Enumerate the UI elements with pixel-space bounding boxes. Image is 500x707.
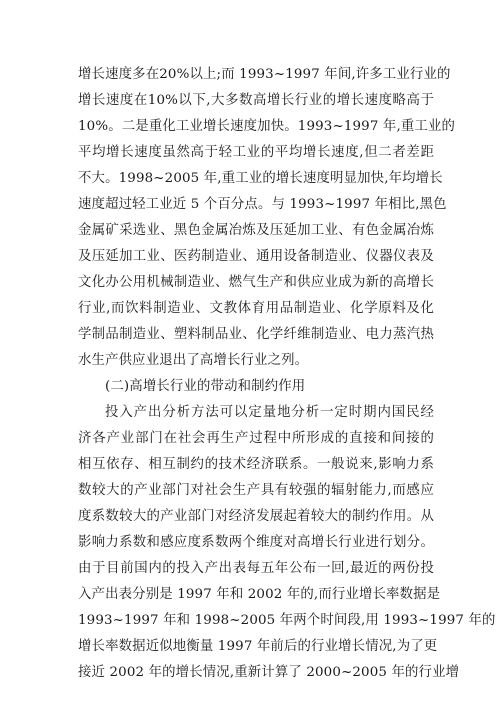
text-line: 文化办公用机械制造业、燃气生产和供应业成为新的高增长 [78,275,434,290]
text-line: 速度超过轻工业近 5 个百分点。与 1993~1997 年相比,黑色 [78,197,447,212]
text-line: 及压延加工业、医药制造业、通用设备制造业、仪器仪表及 [78,249,434,264]
text-line: 不大。1998~2005 年,重工业的增长速度明显加快,年均增长 [78,171,443,186]
text-line: 增长率数据近似地衡量 1997 年前后的行业增长情况,为了更 [78,639,438,654]
text-line: 投入产出分析方法可以定量地分析一定时期内国民经 [105,405,434,420]
text-line: 1993~1997 年和 1998~2005 年两个时间段,用 1993~1997 年的 [78,613,496,628]
text-line: 入产出表分别是 1997 年和 2002 年的,而行业增长率数据是 [78,587,441,602]
text-line: 济各产业部门在社会再生产过程中所形成的直接和间接的 [78,431,434,446]
text-line: 由于目前国内的投入产出表每五年公布一回,最近的两份投 [78,561,434,576]
text-line: 平均增长速度虽然高于轻工业的平均增长速度,但二者差距 [78,145,434,160]
text-line: 行业,而饮料制造业、文教体育用品制造业、化学原料及化 [78,301,434,316]
text-line: 影响力系数和感应度系数两个维度对高增长行业进行划分。 [78,535,434,550]
text-line: 水生产供应业退出了高增长行业之列。 [78,353,309,368]
text-line: 增长速度在10%以下,大多数高增长行业的增长速度略高于 [78,93,434,108]
text-line: 增长速度多在20%以上;而 1993~1997 年间,许多工业行业的 [78,67,451,82]
section-heading: (二)高增长行业的带动和制约作用 [105,379,306,394]
text-line: 10%。二是重化工业增长速度加快。1993~1997 年,重工业的 [78,119,456,134]
text-line: 度系数较大的产业部门对经济发展起着较大的制约作用。从 [78,509,434,524]
text-line: 接近 2002 年的增长情况,重新计算了 2000~2005 年的行业增 [78,665,460,680]
text-line: 学制品制造业、塑料制品业、化学纤维制造业、电力蒸汽热 [78,327,434,342]
text-line: 金属矿采选业、黑色金属冶炼及压延加工业、有色金属冶炼 [78,223,434,238]
text-line: 数较大的产业部门对社会生产具有较强的辐射能力,而感应 [78,483,434,498]
body-text [78,62,496,686]
text-line: 相互依存、相互制约的技术经济联系。一般说来,影响力系 [78,457,434,472]
